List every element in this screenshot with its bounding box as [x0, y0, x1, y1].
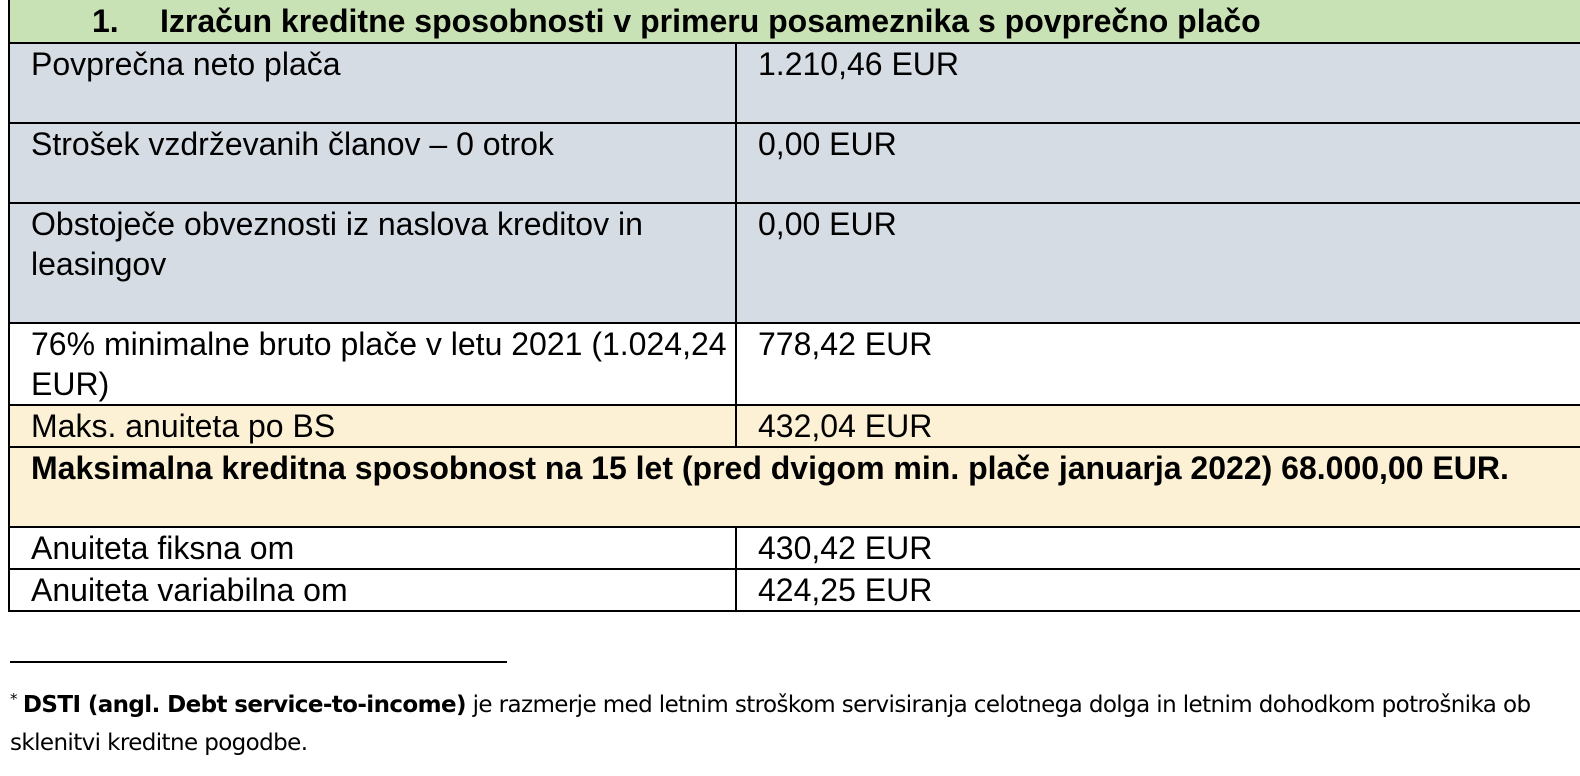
table-row [9, 43, 1580, 123]
row-label: Maks. anuiteta po BS [9, 405, 736, 447]
table-title [9, 0, 1580, 43]
row-label: Anuiteta variabilna om [9, 569, 736, 611]
table-row [9, 123, 1580, 203]
row-label: Strošek vzdrževanih članov – 0 otrok [9, 123, 736, 203]
footnote [10, 686, 1570, 762]
row-value: 0,00 EUR [736, 203, 1580, 323]
title-text: Izračun kreditne sposobnosti v primeru posameznika s povprečno plačo [160, 3, 1261, 39]
row-label: 76% minimalne bruto plače v letu 2021 (1.024,24 EUR) [9, 323, 736, 405]
footnote-text: je razmerje med letnim stroškom servisiranja celotnega dolga in letnim dohodkom potrošnika ob sklenitvi kreditne pogodbe. [10, 692, 1531, 756]
row-value: 430,42 EUR [736, 527, 1580, 569]
footnote-separator [10, 661, 507, 663]
row-value: 0,00 EUR [736, 123, 1580, 203]
table-row [9, 203, 1580, 323]
row-label: Anuiteta fiksna om [9, 527, 736, 569]
credit-capacity-table [8, 0, 1580, 612]
footnote-marker: * [10, 690, 17, 708]
summary-row [9, 447, 1580, 527]
row-value: 1.210,46 EUR [736, 43, 1580, 123]
row-label: Povprečna neto plača [9, 43, 736, 123]
row-value: 424,25 EUR [736, 569, 1580, 611]
row-value: 778,42 EUR [736, 323, 1580, 405]
summary-text: Maksimalna kreditna sposobnost na 15 let (pred dvigom min. plače januarja 2022) 68.000,00 EUR. [9, 447, 1580, 527]
table-row [9, 569, 1580, 611]
table-row [9, 323, 1580, 405]
table-title-row [9, 0, 1580, 43]
row-label: Obstoječe obveznosti iz naslova kreditov in leasingov [9, 203, 736, 323]
table-row [9, 405, 1580, 447]
title-number: 1. [92, 3, 119, 39]
row-value: 432,04 EUR [736, 405, 1580, 447]
table-row [9, 527, 1580, 569]
footnote-term: DSTI (angl. Debt service-to-income) [22, 692, 466, 718]
